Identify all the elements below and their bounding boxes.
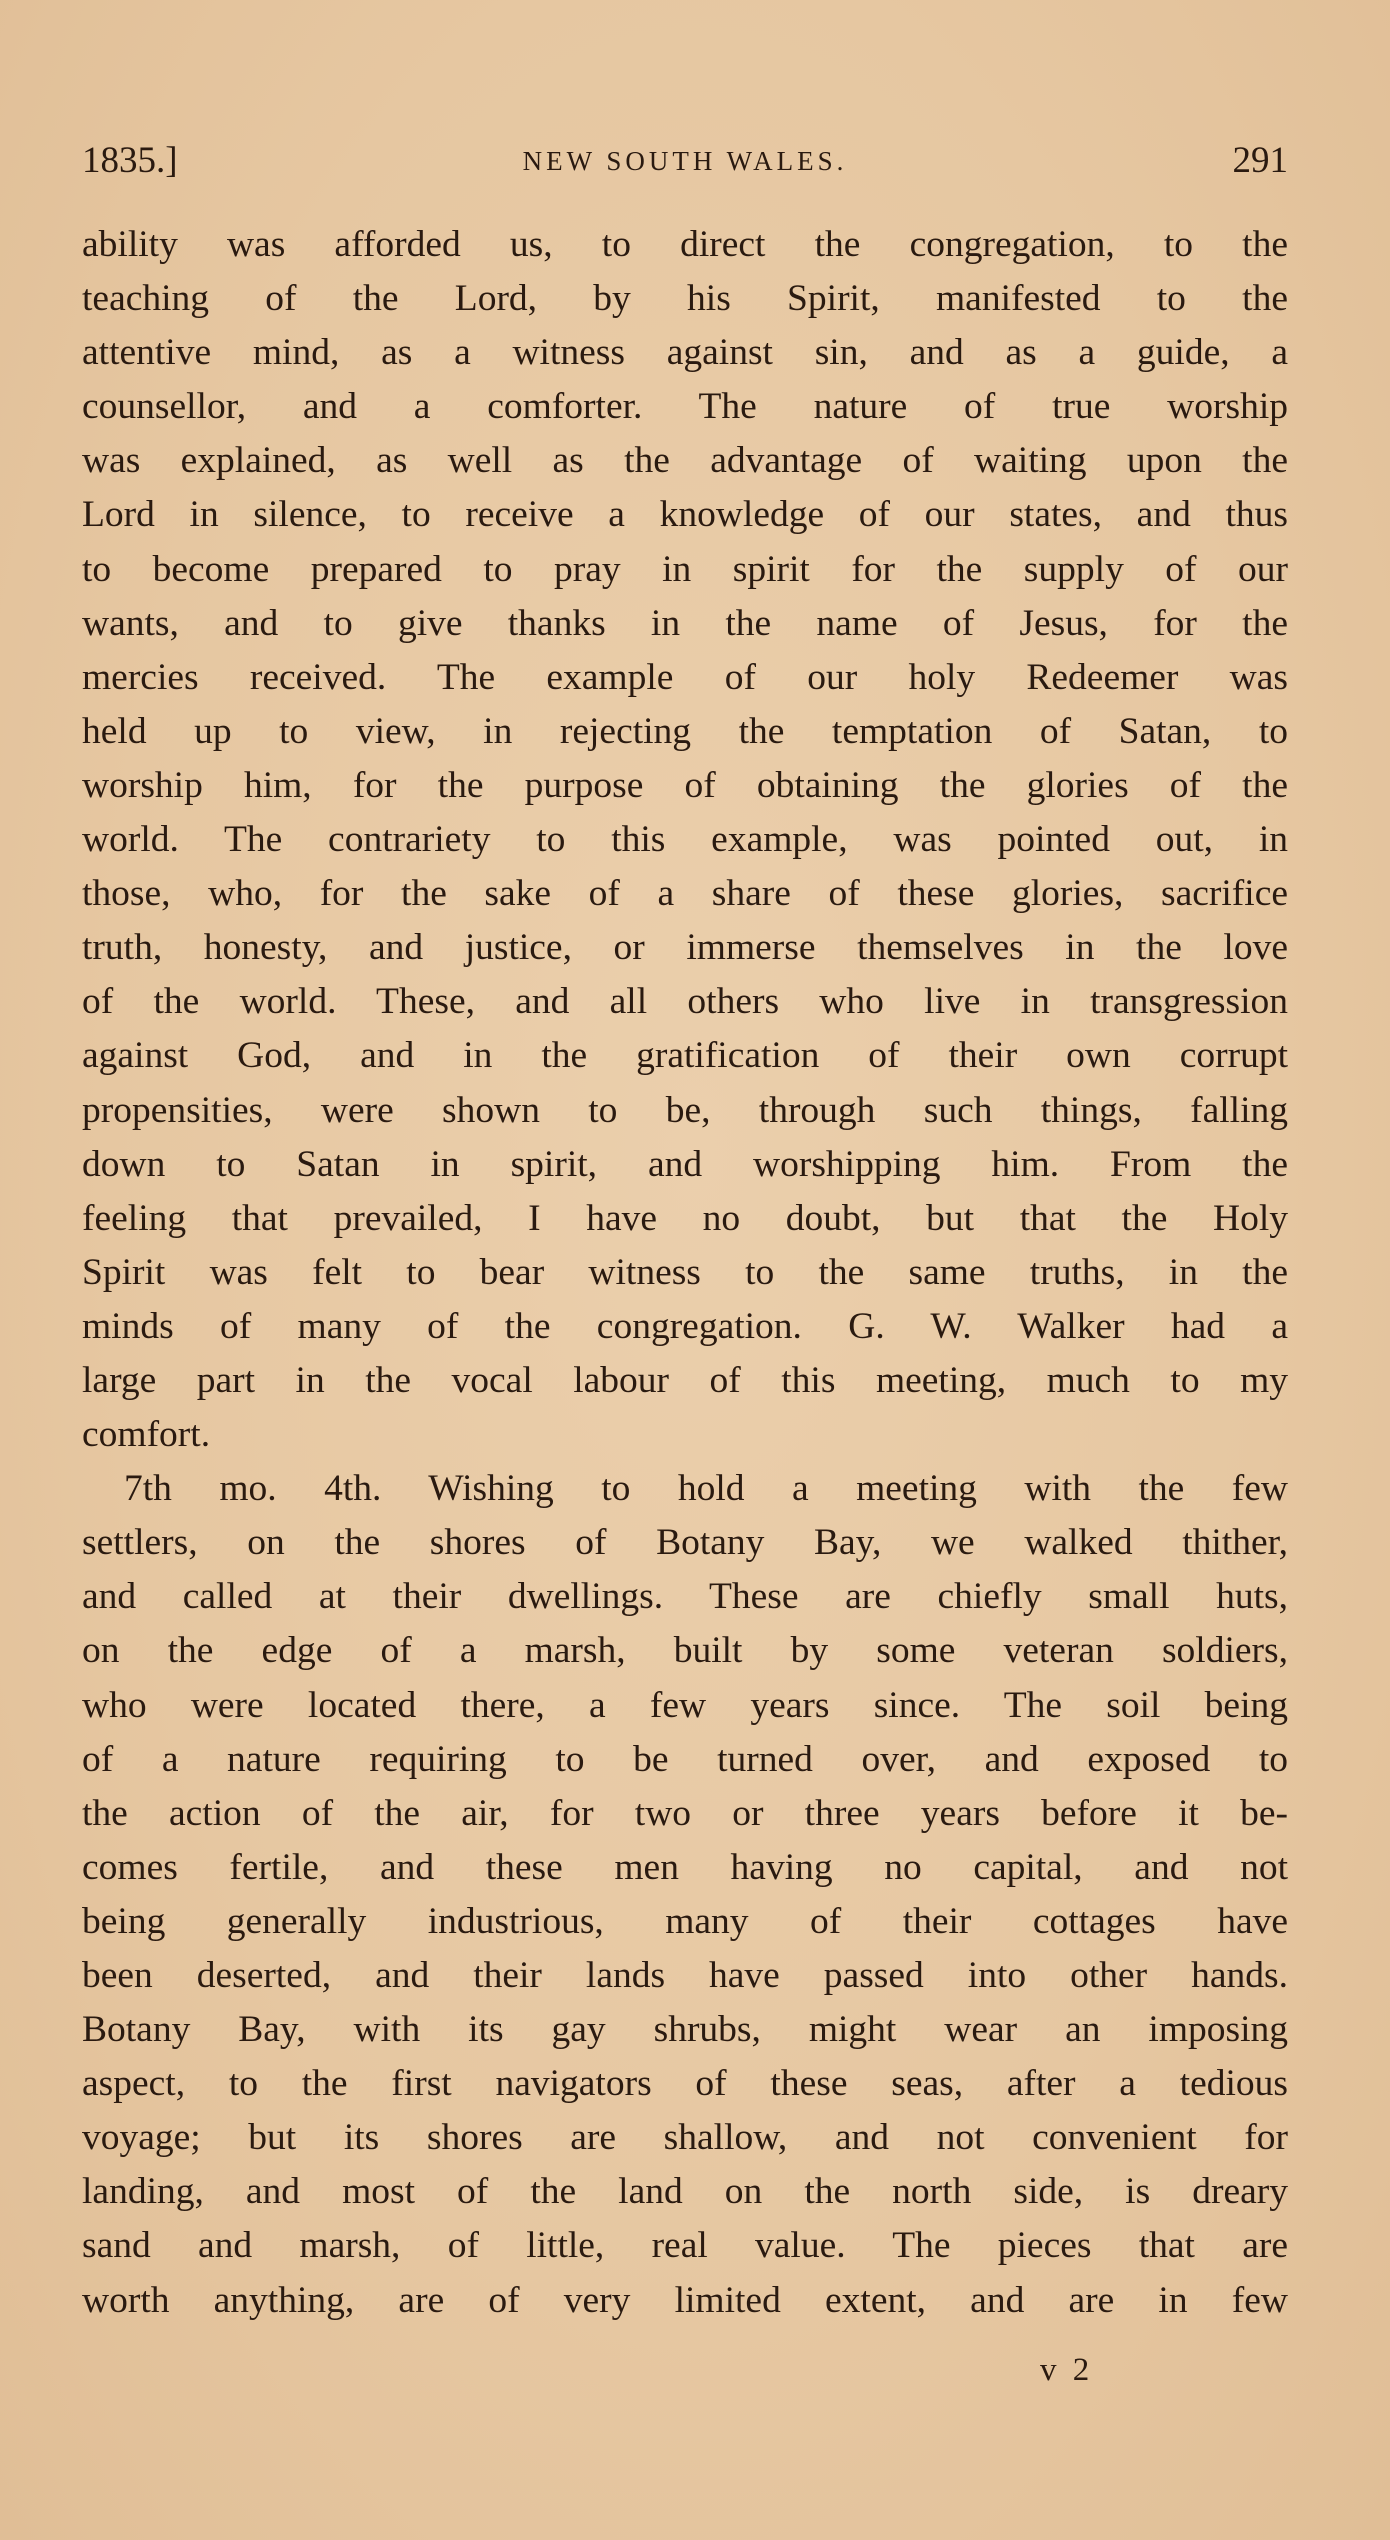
text-line: Lord in silence, to receive a knowledge of our states, and thus <box>82 494 1288 536</box>
signature-mark: v 2 <box>1040 2352 1094 2388</box>
text-line: the action of the air, for two or three years before it be- <box>82 1792 1288 1834</box>
text-line: landing, and most of the land on the north side, is dreary <box>82 2171 1288 2213</box>
text-line: voyage; but its shores are shallow, and not convenient for <box>82 2117 1288 2159</box>
text-line: who were located there, a few years since. The soil being <box>82 1684 1288 1726</box>
text-line: 7th mo. 4th. Wishing to hold a meeting with the few <box>124 1468 1288 1510</box>
text-line: Botany Bay, with its gay shrubs, might wear an imposing <box>82 2009 1288 2051</box>
header-title: NEW SOUTH WALES. <box>522 146 848 176</box>
text-line: worship him, for the purpose of obtaining the glories of the <box>82 764 1288 806</box>
text-line: sand and marsh, of little, real value. The pieces that are <box>82 2225 1288 2267</box>
text-line: was explained, as well as the advantage of waiting upon the <box>82 440 1288 482</box>
text-line: world. The contrariety to this example, was pointed out, in <box>82 819 1288 861</box>
page-number: 291 <box>1232 140 1288 181</box>
text-line: attentive mind, as a witness against sin, and as a guide, a <box>82 332 1288 374</box>
text-line: truth, honesty, and justice, or immerse themselves in the love <box>82 927 1288 969</box>
text-line: of a nature requiring to be turned over, and exposed to <box>82 1738 1288 1780</box>
text-line: Spirit was felt to bear witness to the same truths, in the <box>82 1251 1288 1293</box>
page-body-text <box>82 218 1288 2328</box>
text-line: mercies received. The example of our holy Redeemer was <box>82 656 1288 698</box>
text-line: those, who, for the sake of a share of these glories, sacrifice <box>82 873 1288 915</box>
text-line: to become prepared to pray in spirit for the supply of our <box>82 548 1288 590</box>
text-line: counsellor, and a comforter. The nature of true worship <box>82 386 1288 428</box>
text-line: held up to view, in rejecting the temptation of Satan, to <box>82 710 1288 752</box>
text-line: of the world. These, and all others who live in transgression <box>82 981 1288 1023</box>
header-year: 1835.] <box>82 140 178 181</box>
text-line: down to Satan in spirit, and worshipping him. From the <box>82 1143 1288 1185</box>
text-line: ability was afforded us, to direct the congregation, to the <box>82 224 1288 265</box>
text-line: been deserted, and their lands have passed into other hands. <box>82 1955 1288 1996</box>
text-line: comfort. <box>82 1414 211 1456</box>
text-line: worth anything, are of very limited extent, and are in few <box>82 2279 1288 2321</box>
text-line: wants, and to give thanks in the name of Jesus, for the <box>82 602 1288 644</box>
text-line: on the edge of a marsh, built by some veteran soldiers, <box>82 1630 1288 1672</box>
text-line: and called at their dwellings. These are chiefly small huts, <box>82 1576 1288 1618</box>
text-line: teaching of the Lord, by his Spirit, manifested to the <box>82 278 1288 320</box>
text-line: aspect, to the first navigators of these seas, after a tedious <box>82 2063 1288 2105</box>
text-line: settlers, on the shores of Botany Bay, we walked thither, <box>82 1522 1288 1564</box>
running-header <box>82 136 1288 186</box>
text-line: feeling that prevailed, I have no doubt, but that the Holy <box>82 1197 1288 1239</box>
text-line: large part in the vocal labour of this meeting, much to my <box>82 1359 1288 1401</box>
text-line: being generally industrious, many of their cottages have <box>82 1900 1288 1942</box>
text-line: against God, and in the gratification of their own corrupt <box>82 1035 1288 1077</box>
text-line: minds of many of the congregation. G. W. Walker had a <box>82 1305 1288 1347</box>
text-line: comes fertile, and these men having no capital, and not <box>82 1846 1288 1888</box>
text-line: propensities, were shown to be, through such things, falling <box>82 1089 1288 1131</box>
